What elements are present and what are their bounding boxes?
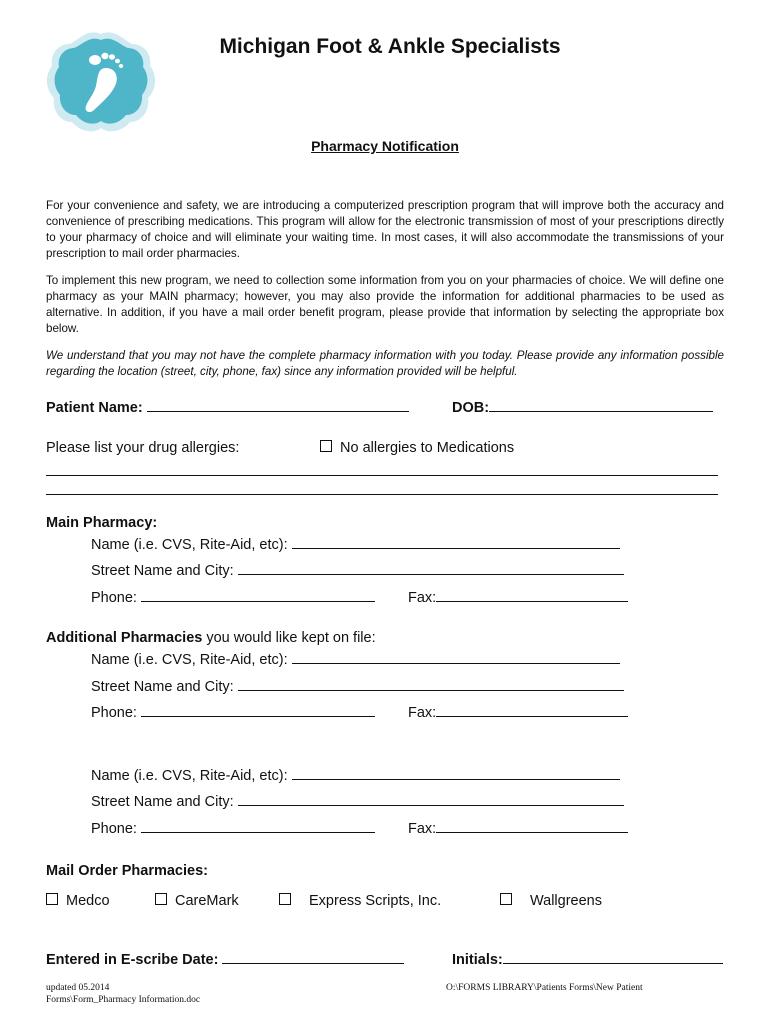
main-name-field[interactable] xyxy=(292,534,620,549)
main-name-label: Name (i.e. CVS, Rite-Aid, etc): xyxy=(91,537,288,553)
additional-heading xyxy=(46,630,376,646)
initials-field[interactable] xyxy=(503,949,723,964)
add1-name-label: Name (i.e. CVS, Rite-Aid, etc): xyxy=(91,652,288,668)
allergies-line-1[interactable] xyxy=(46,475,718,476)
main-name-row xyxy=(91,534,620,553)
add2-fax-field[interactable] xyxy=(436,818,628,833)
add1-name-row xyxy=(91,649,620,668)
medco-checkbox[interactable] xyxy=(46,893,58,905)
mail-option-caremark[interactable] xyxy=(155,893,239,909)
patient-name-field[interactable] xyxy=(147,397,409,412)
org-name: Michigan Foot & Ankle Specialists xyxy=(219,35,561,58)
add2-phone-row xyxy=(91,818,375,837)
wallgreens-label: Wallgreens xyxy=(530,893,602,909)
mail-option-express-scripts[interactable] xyxy=(279,893,441,909)
express-scripts-label: Express Scripts, Inc. xyxy=(309,893,442,909)
add2-fax-label: Fax: xyxy=(408,821,437,837)
add1-street-row xyxy=(91,676,624,695)
main-street-row xyxy=(91,560,624,579)
footer-form-file: Forms\Form_Pharmacy Information.doc xyxy=(46,995,201,1005)
add2-phone-field[interactable] xyxy=(141,818,375,833)
allergies-label: Please list your drug allergies: xyxy=(46,440,240,456)
add2-name-label: Name (i.e. CVS, Rite-Aid, etc): xyxy=(91,768,288,784)
initials-label: Initials: xyxy=(452,952,503,968)
no-allergies-checkbox[interactable] xyxy=(320,440,332,452)
main-fax-row xyxy=(408,587,628,606)
express-scripts-checkbox[interactable] xyxy=(279,893,291,905)
main-fax-label: Fax: xyxy=(408,590,437,606)
caremark-label: CareMark xyxy=(175,893,239,909)
main-phone-label: Phone: xyxy=(91,590,137,606)
main-street-field[interactable] xyxy=(238,560,624,575)
dob-label: DOB: xyxy=(452,400,490,416)
allergies-line-2[interactable] xyxy=(46,494,718,495)
mail-option-medco[interactable] xyxy=(46,893,110,909)
main-phone-field[interactable] xyxy=(141,587,375,602)
additional-heading-bold: Additional Pharmacies xyxy=(46,630,203,646)
medco-label: Medco xyxy=(66,893,110,909)
caremark-checkbox[interactable] xyxy=(155,893,167,905)
add1-street-label: Street Name and City: xyxy=(91,679,234,695)
patient-name-label: Patient Name: xyxy=(46,400,143,416)
intro-paragraph-1: For your convenience and safety, we are introducing a computerized prescription program that will improve both the accuracy and convenience of prescribing medications. This program will allow for the electronic transmission of most of your prescriptions directly to your pharmacy of choice and will eliminate your waiting time. In most cases, it will also accommodate the transmissions of your prescription to mail order pharmacies. xyxy=(46,199,724,260)
add1-name-field[interactable] xyxy=(292,649,620,664)
form-title: Pharmacy Notification xyxy=(311,138,459,154)
mail-option-wallgreens[interactable] xyxy=(500,893,602,909)
add1-street-field[interactable] xyxy=(238,676,624,691)
footer-updated: updated 05.2014 xyxy=(46,983,110,993)
mail-order-heading: Mail Order Pharmacies: xyxy=(46,863,208,879)
escribe-date-field[interactable] xyxy=(222,949,404,964)
escribe-date-label: Entered in E-scribe Date: xyxy=(46,952,219,968)
add1-phone-label: Phone: xyxy=(91,705,137,721)
footer-path: O:\FORMS LIBRARY\Patients Forms\New Patient xyxy=(446,983,643,993)
no-allergies-option[interactable] xyxy=(320,440,514,456)
add2-phone-label: Phone: xyxy=(91,821,137,837)
initials-row xyxy=(452,949,723,968)
intro-paragraph-2: To implement this new program, we need to collection some information from you on your pharmacies of choice. We will define one pharmacy as your MAIN pharmacy; however, you may also provide the information for additional pharmacies to be used as alternative. In addition, if you have a mail order benefit program, please provide that information by selecting the appropriate box below. xyxy=(46,274,724,335)
patient-name-row xyxy=(46,397,409,416)
dob-row xyxy=(452,397,713,416)
add1-fax-row xyxy=(408,702,628,721)
add2-street-field[interactable] xyxy=(238,791,624,806)
main-phone-row xyxy=(91,587,375,606)
add2-street-row xyxy=(91,791,624,810)
escribe-date-row xyxy=(46,949,404,968)
add2-fax-row xyxy=(408,818,628,837)
main-street-label: Street Name and City: xyxy=(91,563,234,579)
add2-name-row xyxy=(91,765,620,784)
wallgreens-checkbox[interactable] xyxy=(500,893,512,905)
dob-field[interactable] xyxy=(489,397,713,412)
no-allergies-label: No allergies to Medications xyxy=(340,440,515,456)
add1-phone-row xyxy=(91,702,375,721)
intro-paragraph-3: We understand that you may not have the complete pharmacy information with you today. Please provide any information possible regarding the location (street, city, phone, fax) since any information provided will be helpful. xyxy=(46,349,724,378)
main-pharmacy-heading: Main Pharmacy: xyxy=(46,515,158,531)
main-fax-field[interactable] xyxy=(436,587,628,602)
add1-phone-field[interactable] xyxy=(141,702,375,717)
additional-heading-rest: you would like kept on file: xyxy=(202,630,376,646)
add2-street-label: Street Name and City: xyxy=(91,794,234,810)
add1-fax-field[interactable] xyxy=(436,702,628,717)
add1-fax-label: Fax: xyxy=(408,705,437,721)
add2-name-field[interactable] xyxy=(292,765,620,780)
